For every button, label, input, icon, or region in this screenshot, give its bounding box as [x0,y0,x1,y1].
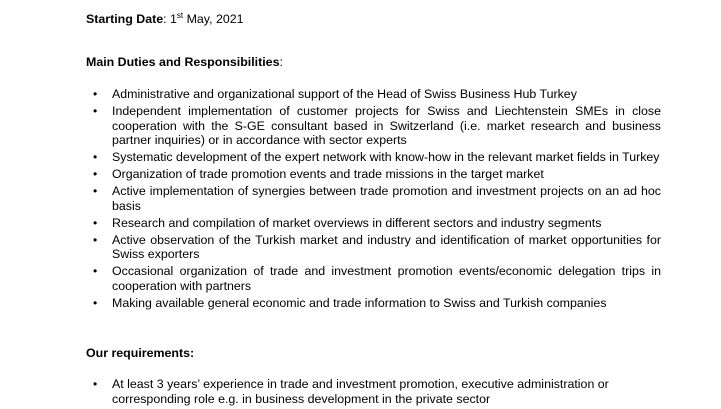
list-item [0,150,721,165]
list-item-text: Systematic development of the expert network with know-how in the relevant market fields in Turkey [112,150,660,165]
duties-heading-colon: : [279,55,283,69]
list-item [0,167,721,182]
list-item [0,264,721,293]
bullet-icon: • [93,184,98,199]
list-item-text: Research and compilation of market overviews in different sectors and industry segments [112,215,602,230]
list-item [0,233,721,262]
bullet-icon: • [93,377,98,391]
starting-date-day: 1 [170,12,177,26]
list-item-text: Active observation of the Turkish market and industry and identification of market opportunities for Swiss exporters [112,232,661,262]
bullet-icon: • [93,150,98,165]
list-item [0,87,721,102]
bullet-icon: • [93,87,98,101]
requirements-heading: Our requirements: [86,346,195,360]
bullet-icon: • [93,232,98,247]
list-item-text: Occasional organization of trade and investment promotion events/economic delegation trips in cooperation with partners [112,264,661,293]
duties-heading [86,54,283,70]
starting-date-rest: May, 2021 [183,12,244,26]
duties-list [0,87,721,313]
list-item-text: Active implementation of synergies between trade promotion and investment projects on an ad hoc basis [112,184,661,213]
list-item [0,184,721,213]
duties-heading-text: Main Duties and Responsibilities [86,55,280,69]
bullet-icon: • [93,167,98,182]
starting-date-line [86,11,244,27]
list-item [0,216,721,231]
list-item-text: Organization of trade promotion events and trade missions in the target market [112,167,544,182]
bullet-icon: • [93,295,98,310]
bullet-icon: • [93,264,98,279]
list-item [0,296,721,311]
starting-date-day-suffix: st [176,10,184,20]
list-item-text: Making available general economic and trade information to Swiss and Turkish companies [112,295,607,310]
list-item-text: Independent implementation of customer projects for Swiss and Liechtenstein SMEs in close cooperation with the S-GE consultant based in Switzerland (i.e. market research and business partner inquiries) or in accordance with sector experts [112,103,661,148]
list-item-text: At least 3 years’ experience in trade and investment promotion, executive administration or corresponding role e.g. in business development in the private sector [112,377,609,406]
list-item-text: Administrative and organizational support of the Head of Swiss Business Hub Turkey [112,87,577,101]
bullet-icon: • [93,103,98,118]
bullet-icon: • [93,215,98,230]
starting-date-separator: : [163,12,170,26]
list-item [0,104,721,148]
starting-date-label: Starting Date [86,12,164,26]
list-item [0,377,721,406]
requirements-list [0,377,721,409]
